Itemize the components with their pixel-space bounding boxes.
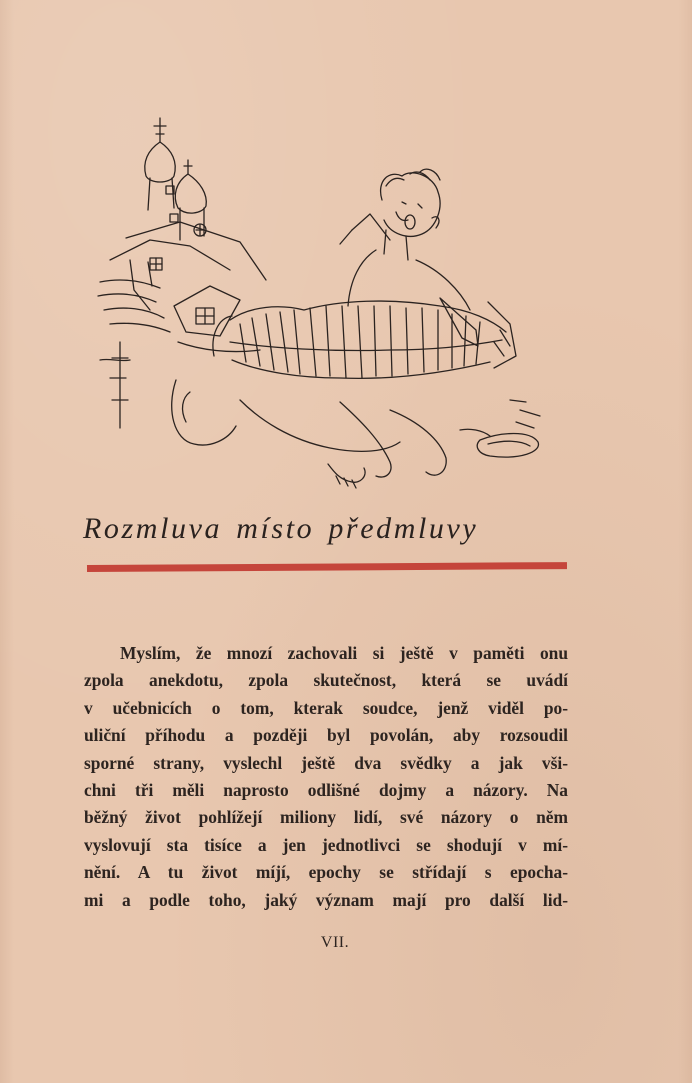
text-line: zpola anekdotu, zpola skutečnost, která se uvádí <box>84 670 568 691</box>
text-line: uliční příhodu a později byl povolán, aby rozsoudil <box>84 725 568 746</box>
red-rule-divider <box>87 562 567 572</box>
text-line: nění. A tu život míjí, epochy se střídají s epocha- <box>84 862 568 883</box>
text-line: v učebnicích o tom, kterak soudce, jenž viděl po- <box>84 697 568 718</box>
text-line: sporné strany, vyslechl ještě dva svědky a jak vši- <box>84 752 568 773</box>
text-line: běžný život pohlížejí miliony lidí, své názory o něm <box>84 807 568 828</box>
text-line: Myslím, že mnozí zachovali si ještě v paměti onu <box>120 643 568 663</box>
chapter-title: Rozmluva místo předmluvy <box>83 512 479 545</box>
accordion-player-drawing-icon <box>90 110 560 495</box>
text-line: vyslovují sta tisíce a jen jednotlivci se shodují v mí- <box>84 834 568 855</box>
page-number: VII. <box>320 934 350 951</box>
text-line: mi a podle toho, jaký význam mají pro další lid- <box>84 889 568 910</box>
body-paragraph <box>84 640 568 914</box>
text-line: chni tři měli naprosto odlišné dojmy a názory. Na <box>84 780 568 801</box>
